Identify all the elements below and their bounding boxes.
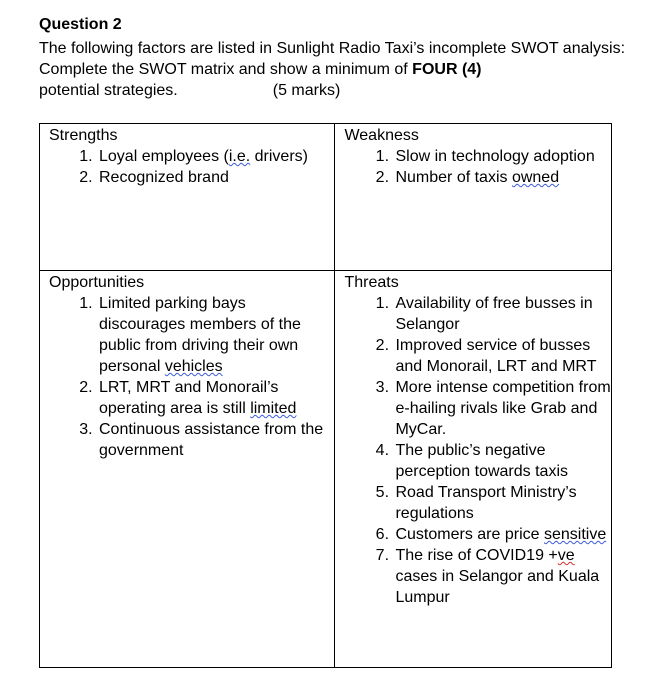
strengths-title: Strengths — [49, 127, 118, 144]
flagged-word: owned — [511, 169, 560, 186]
opportunities-list — [40, 293, 334, 461]
strengths-cell — [40, 124, 335, 271]
item-text: drivers) — [250, 148, 308, 165]
weakness-list — [335, 146, 611, 188]
list-item — [393, 482, 611, 524]
threats-title: Threats — [344, 274, 399, 291]
flagged-word: limited — [250, 400, 297, 417]
weakness-title: Weakness — [344, 127, 419, 144]
list-item — [97, 146, 334, 167]
weakness-cell — [335, 124, 612, 271]
item-text: Recognized brand — [99, 169, 229, 186]
opportunities-title: Opportunities — [49, 274, 145, 291]
list-item — [97, 293, 334, 377]
threats-cell — [335, 271, 612, 668]
item-text: More intense competition from e-hailing rivals like Grab and MyCar. — [395, 379, 611, 438]
threats-list — [335, 293, 611, 608]
item-text: LRT, MRT and Monorail’s operating area is still — [99, 379, 279, 417]
question-title: Question 2 — [39, 16, 122, 33]
list-item — [393, 167, 611, 188]
list-item — [393, 293, 611, 335]
swot-matrix — [39, 123, 612, 668]
intro-end: potential strategies. — [39, 82, 178, 99]
marks-label: (5 marks) — [272, 82, 341, 99]
flagged-word: i.e. — [228, 148, 251, 165]
flagged-word: ve — [557, 547, 575, 564]
item-text: Number of taxis — [395, 169, 512, 186]
item-text: Road Transport Ministry’s regulations — [395, 484, 577, 522]
list-item — [393, 335, 611, 377]
item-text: cases in Selangor and Kuala Lumpur — [395, 568, 600, 606]
item-text: Limited parking bays discourages members of the public from driving their own personal — [99, 295, 301, 375]
list-item — [393, 146, 611, 167]
item-text: Availability of free busses in Selangor — [395, 295, 593, 333]
item-text: Customers are price — [395, 526, 544, 543]
list-item — [97, 167, 334, 188]
item-text: The rise of COVID19 + — [395, 547, 558, 564]
item-text: The public’s negative perception towards taxis — [395, 442, 568, 480]
flagged-word: vehicles — [164, 358, 223, 375]
flagged-word: sensitive — [543, 526, 607, 543]
list-item — [393, 440, 611, 482]
intro-text: The following factors are listed in Sunlight Radio Taxi’s incomplete SWOT analysis: Complete the SWOT matrix and show a minimum of — [39, 40, 626, 78]
opportunities-cell — [40, 271, 335, 668]
list-item — [393, 524, 611, 545]
item-text: Slow in technology adoption — [395, 148, 595, 165]
list-item — [393, 545, 611, 608]
list-item — [97, 419, 334, 461]
list-item — [97, 377, 334, 419]
question-intro — [39, 38, 629, 101]
strengths-list — [40, 146, 334, 188]
item-text: Improved service of busses and Monorail, LRT and MRT — [395, 337, 597, 375]
item-text: Continuous assistance from the government — [99, 421, 324, 459]
item-text: Loyal employees ( — [99, 148, 229, 165]
intro-bold: FOUR (4) — [412, 61, 482, 78]
list-item — [393, 377, 611, 440]
